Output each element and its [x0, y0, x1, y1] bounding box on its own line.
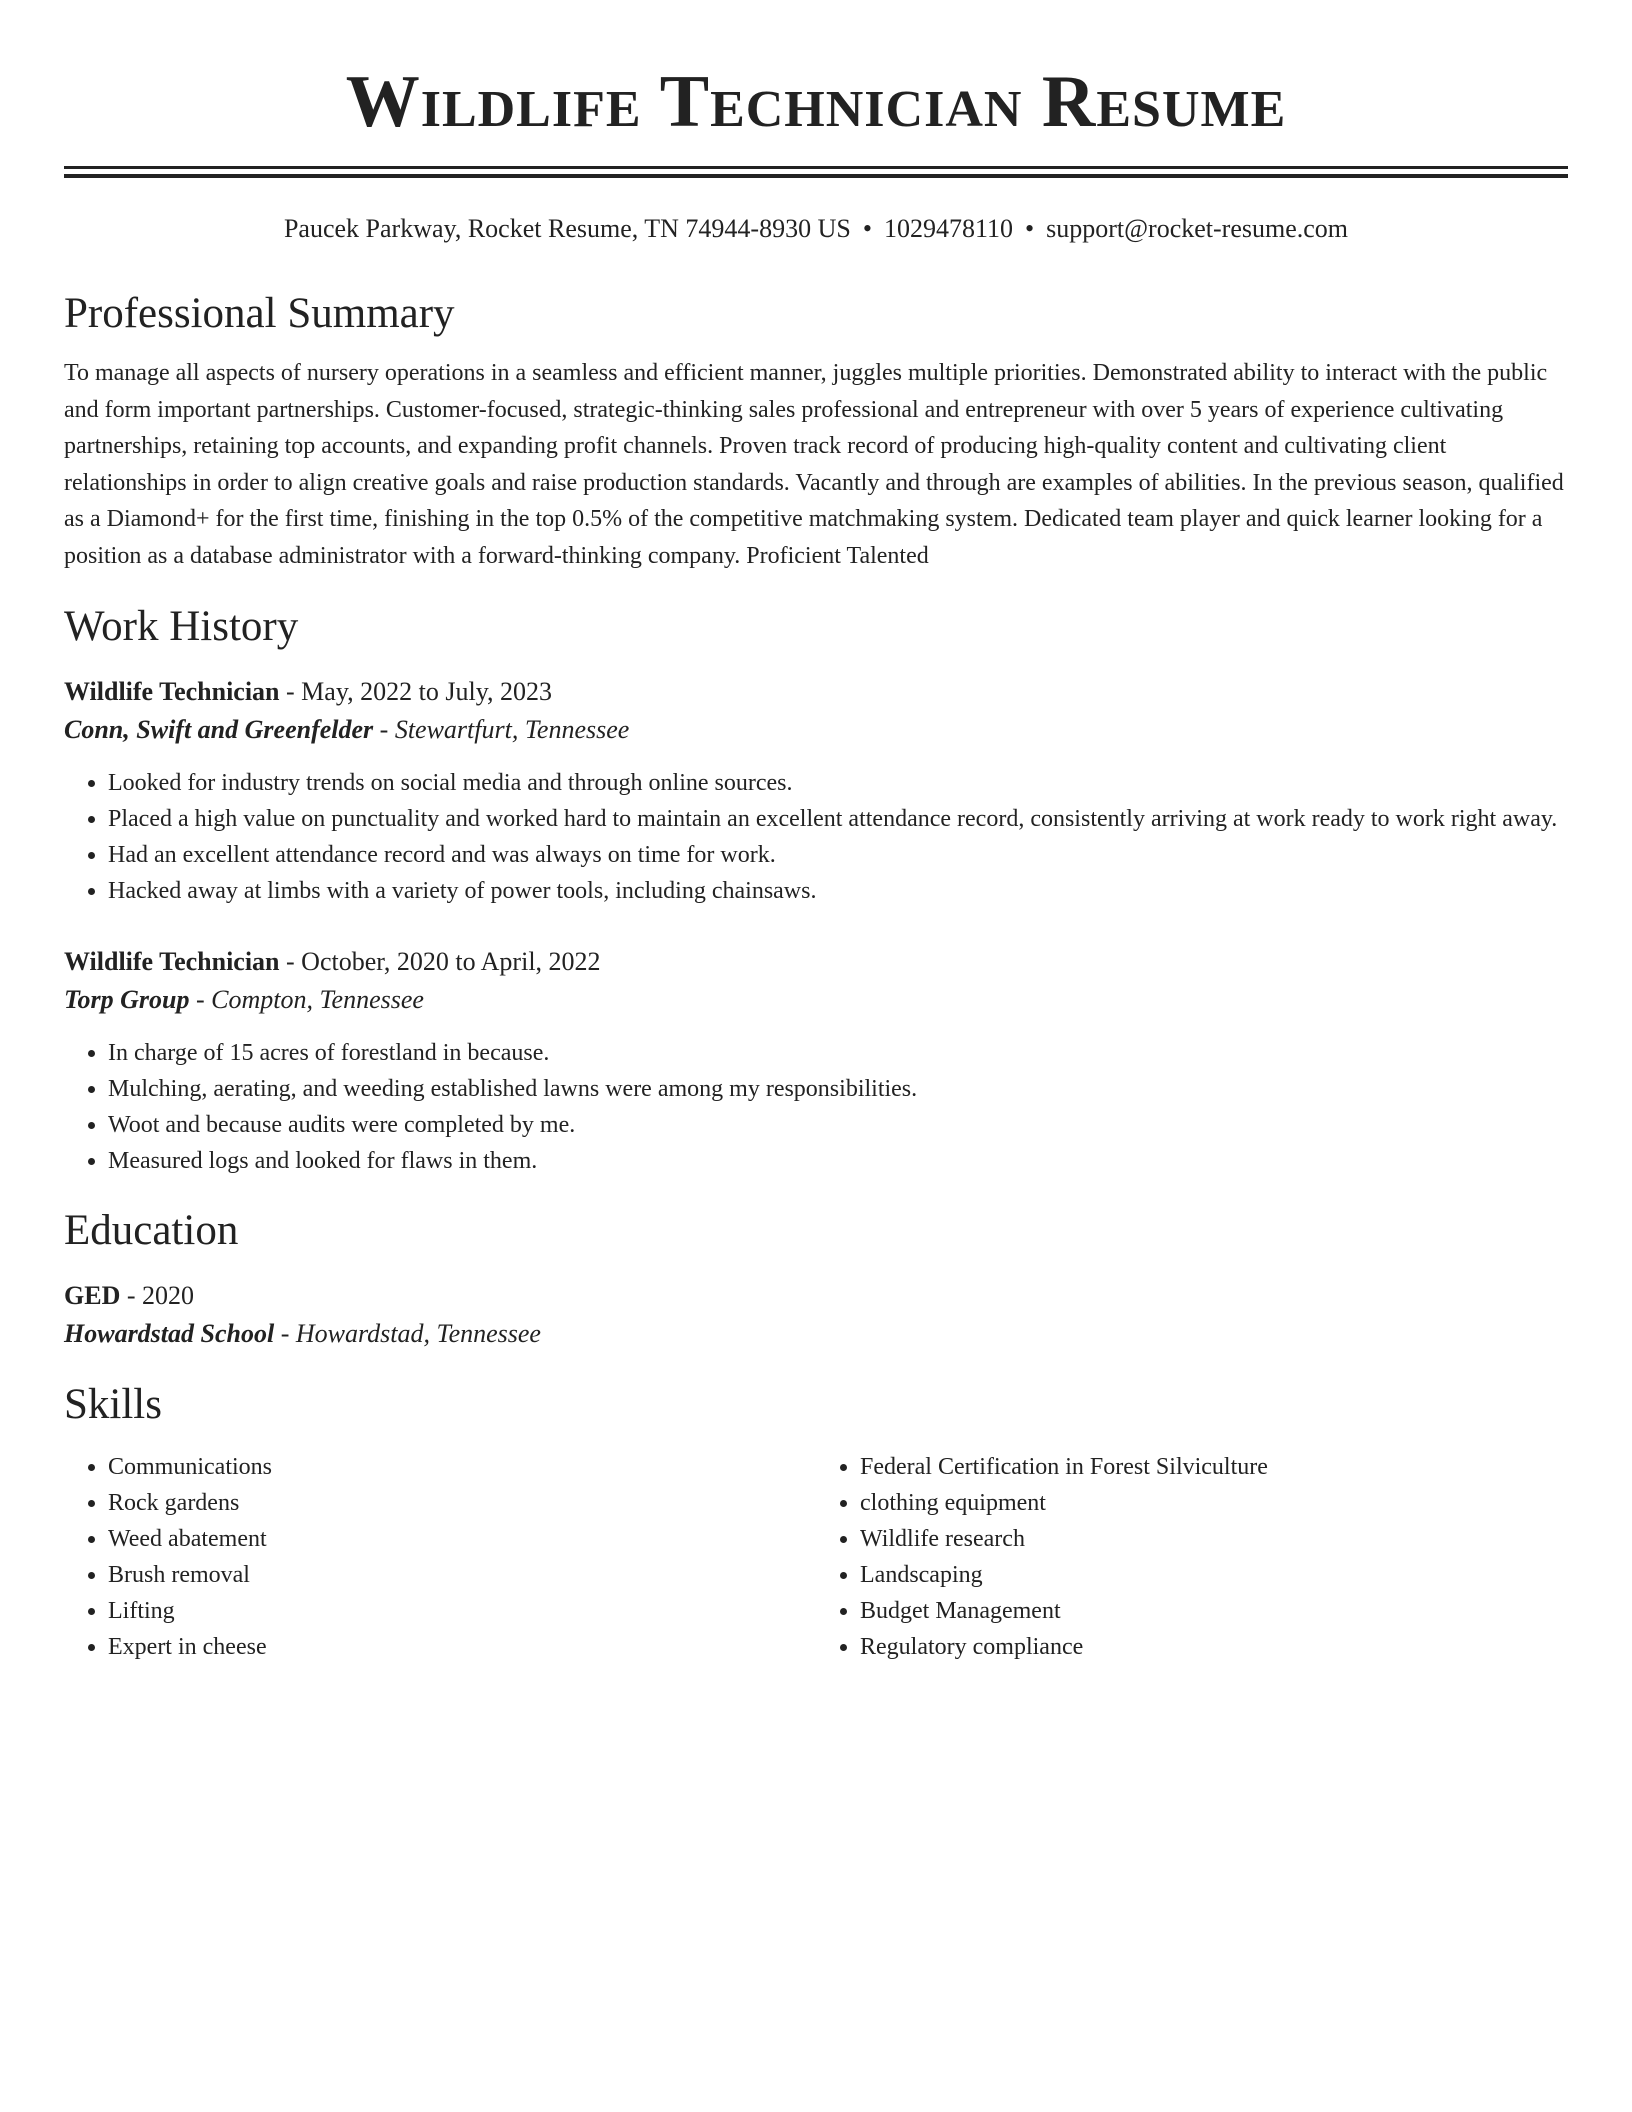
education-section [64, 1205, 1568, 1353]
education-heading: Education [64, 1207, 239, 1254]
job-title-line [64, 673, 1568, 711]
skill-item: • Weed abatement [108, 1521, 816, 1557]
list-item: • Measured logs and looked for flaws in them. [108, 1143, 1568, 1179]
job-title-line [64, 943, 1568, 981]
job-company-line [64, 711, 1568, 749]
job-company-line [64, 981, 1568, 1019]
skill-item: • Federal Certification in Forest Silviculture [860, 1449, 1568, 1485]
contact-separator: • [862, 214, 872, 243]
contact-address: Paucek Parkway, Rocket Resume, TN 74944-8930 US [283, 214, 851, 243]
job-dates: - October, 2020 to April, 2022 [279, 947, 601, 976]
job-entry [64, 673, 1568, 909]
skills-heading: Skills [64, 1381, 162, 1428]
list-item: • Woot and because audits were completed by me. [108, 1107, 1568, 1143]
job-title: Wildlife Technician [64, 677, 280, 706]
skill-item: • Communications [108, 1449, 816, 1485]
skill-item: • clothing equipment [860, 1485, 1568, 1521]
skill-item: • Expert in cheese [108, 1629, 816, 1665]
skills-section [64, 1379, 1568, 1665]
job-entry [64, 943, 1568, 1179]
job-location: - Stewartfurt, Tennessee [373, 715, 630, 744]
summary-heading: Professional Summary [64, 290, 455, 337]
school-name: Howardstad School [64, 1319, 275, 1348]
job-company: Conn, Swift and Greenfelder [64, 715, 374, 744]
skill-item: • Rock gardens [108, 1485, 816, 1521]
skill-item: • Budget Management [860, 1593, 1568, 1629]
skill-item: • Regulatory compliance [860, 1629, 1568, 1665]
skill-item: • Lifting [108, 1593, 816, 1629]
school-line [64, 1315, 1568, 1353]
list-item: • Looked for industry trends on social media and through online sources. [108, 765, 1568, 801]
job-title: Wildlife Technician [64, 947, 280, 976]
job-dates: - May, 2022 to July, 2023 [279, 677, 553, 706]
list-item: • Mulching, aerating, and weeding established lawns were among my responsibilities. [108, 1071, 1568, 1107]
list-item: • Had an excellent attendance record and was always on time for work. [108, 837, 1568, 873]
resume-title: Wildlife Technician Resume [345, 61, 1287, 143]
contact-email: support@rocket-resume.com [1046, 214, 1349, 243]
job-location: - Compton, Tennessee [189, 985, 424, 1014]
skill-item: • Brush removal [108, 1557, 816, 1593]
degree: GED [64, 1281, 121, 1310]
degree-year: - 2020 [120, 1281, 195, 1310]
skill-item: • Wildlife research [860, 1521, 1568, 1557]
contact-phone: 1029478110 [883, 214, 1013, 243]
skills-column-left [64, 1449, 816, 1665]
list-item: • Placed a high value on punctuality and worked hard to maintain an excellent attendance record, consistently arriving at work ready to work right away. [108, 801, 1568, 837]
title-divider [64, 166, 1568, 178]
school-location: - Howardstad, Tennessee [274, 1319, 541, 1348]
list-item: • In charge of 15 acres of forestland in because. [108, 1035, 1568, 1071]
contact-line [64, 212, 1568, 246]
job-bullets [64, 1035, 1568, 1179]
summary-text: To manage all aspects of nursery operations in a seamless and efficient manner, juggles multiple priorities. Demonstrated ability to interact with the public and form important partnerships. Customer-focused, strategic-thinking sales professional and entrepreneur with over 5 years of experience cultivating partnerships, retaining top accounts, and expanding profit channels. Proven track record of producing high-quality content and cultivating client relationships in order to align creative goals and raise production standards. Vacantly and through are examples of abilities. In the previous season, qualified as a Diamond+ for the first time, finishing in the top 0.5% of the competitive matchmaking system. Dedicated team player and quick learner looking for a position as a database administrator with a forward-thinking company. Proficient Talented [64, 360, 1564, 569]
degree-line [64, 1277, 1568, 1315]
skills-column-right [816, 1449, 1568, 1665]
summary-section [64, 288, 1568, 574]
job-bullets [64, 765, 1568, 909]
skills-grid [64, 1449, 1568, 1665]
contact-separator: • [1024, 214, 1035, 243]
education-entry [64, 1277, 1568, 1353]
work-history-heading: Work History [64, 603, 299, 650]
skill-item: • Landscaping [860, 1557, 1568, 1593]
job-company: Torp Group [64, 985, 190, 1014]
list-item: • Hacked away at limbs with a variety of power tools, including chainsaws. [108, 873, 1568, 909]
work-history-section [64, 601, 1568, 1179]
